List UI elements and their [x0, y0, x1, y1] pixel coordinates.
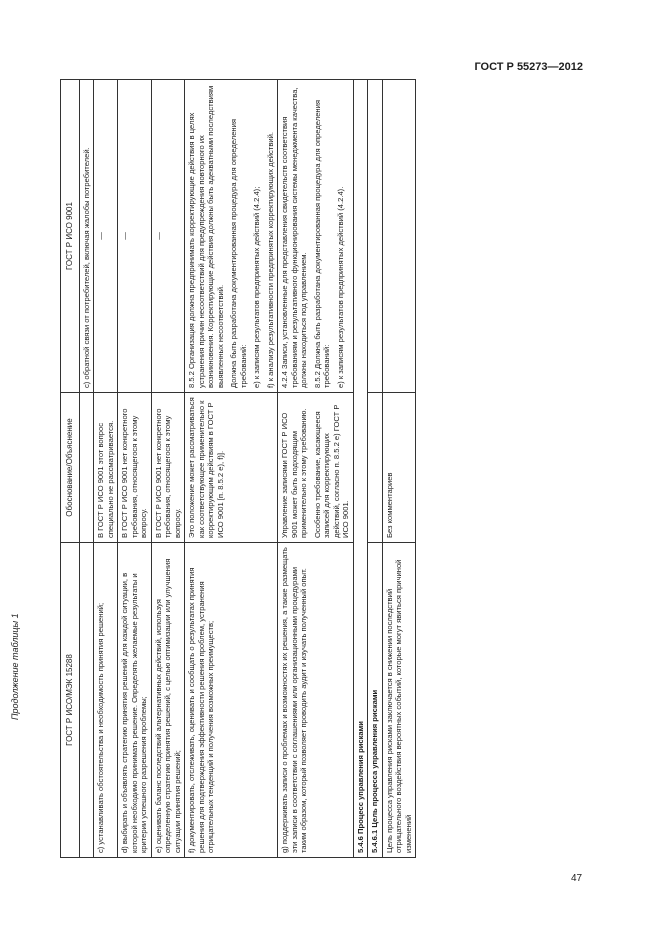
table-row	[94, 80, 118, 858]
table-row	[382, 80, 415, 858]
column-header-15288: ГОСТ Р ИСО/МЭК 15288	[61, 543, 80, 858]
cell-9001	[382, 80, 415, 393]
table-row	[185, 80, 278, 858]
cell-rationale	[80, 393, 94, 543]
cell-rationale	[278, 393, 353, 543]
section-row	[353, 80, 367, 858]
cell-15288: c) устанавливать обстоятельства и необходимость принятия решений;	[94, 543, 118, 858]
table-row	[118, 80, 151, 858]
paragraph: Управление записями ГОСТ Р ИСО 9001 может быть подходящим применительно к этому требованию.	[280, 408, 309, 538]
paragraph: Должна быть разработана документированная процедура для определения требований:	[229, 119, 248, 388]
cell-9001: —	[151, 80, 184, 393]
cell-rationale	[368, 393, 382, 543]
cell-rationale: В ГОСТ Р ИСО 9001 нет конкретного требования, относящегося к этому вопросу.	[118, 393, 151, 543]
table-row	[80, 80, 94, 858]
paragraph: f) к анализу результативности предпринятых корректирующих действий.	[265, 132, 275, 388]
cell-15288: g) поддерживать записи о проблемах и возможностях их решения, а также размещать эти записи в соответствии с соглашениями или организационными процедурами таким образом, который позволяет проводить аудит и изучать полученный опыт.	[278, 543, 353, 858]
cell-rationale: В ГОСТ Р ИСО 9001 нет конкретного требования, относящегося к этому вопросу.	[151, 393, 184, 543]
cell-9001: —	[118, 80, 151, 393]
cell-rationale: В ГОСТ Р ИСО 9001 этот вопрос специально не рассматривается.	[94, 393, 118, 543]
paragraph: 8.5.2 Должна быть разработана документированная процедура для определения требований:	[312, 100, 332, 388]
cell-9001: —	[94, 80, 118, 393]
rotated-table-container	[60, 80, 604, 858]
table-row	[151, 80, 184, 858]
paragraph: e) к записям результатов предпринятых действий (4.2.4).	[335, 186, 345, 388]
paragraph: 8.5.2 Организация должна предпринимать корректирующие действия в целях устранения причин несоответствий для предупреждения повторного их возникновения. Корректирующие действия должны быть адекватными последствиям выявленных несоответствий.	[187, 85, 225, 388]
document-code: ГОСТ Р 55273—2012	[474, 61, 583, 73]
cell-15288	[80, 543, 94, 858]
cell-9001	[278, 80, 353, 393]
cell-15288: d) выбирать и объявлять стратегию принятия решений для каждой ситуации, в которой необходимо принимать решение. Определять желаемые результаты и критерии успешного разрешения проблемы;	[118, 543, 151, 858]
paragraph: e) к записям результатов предпринятых действий (4.2.4);	[252, 186, 262, 388]
cell-9001	[368, 80, 382, 393]
comparison-table	[60, 79, 416, 858]
page-number: 47	[571, 873, 583, 884]
section-title: 5.4.6 Процесс управления рисками	[353, 80, 367, 858]
table-header-row	[61, 80, 80, 858]
subsection-title: 5.4.6.1 Цель процесса управления рисками	[368, 543, 382, 858]
cell-rationale: Это положение может рассматриваться как соответствующее применительно к корректирующим действиям в ГОСТ Р ИСО 9001 [п. 8.5.2 e), f)].	[185, 393, 278, 543]
table-caption: Продолжение таблицы 1	[10, 613, 20, 720]
cell-rationale: Без комментариев	[382, 393, 415, 543]
paragraph: Особенно требование, касающееся записей для корректирующих действий, согласно п. 8.5.2 e) ГОСТ Р ИСО 9001.	[312, 404, 351, 538]
column-header-9001: ГОСТ Р ИСО 9001	[61, 80, 80, 393]
table-row	[278, 80, 353, 858]
column-header-rationale: Обоснование/Объяснение	[61, 393, 80, 543]
cell-15288: Цель процесса управления рисками заключается в снижении последствий отрицательного воздействия вероятных событий, которые могут явиться причиной изменений	[382, 543, 415, 858]
cell-15288: e) оценивать баланс последствий альтернативных действий, используя определенную стратегию принятия решений, с целью оптимизации или улучшения ситуации принятия решений;	[151, 543, 184, 858]
cell-15288: f) документировать, отслеживать, оценивать и сообщать о результатах принятия решения для подтверждения эффективности решения проблем, устранения отрицательных тенденций и получения возможных преимуществ;	[185, 543, 278, 858]
cell-9001	[185, 80, 278, 393]
subsection-row	[368, 80, 382, 858]
paragraph: 4.2.4 Записи, установленные для представления свидетельств соответствия требованиям и результативного функционирования системы менеджмента качества, должны находиться под управлением.	[280, 87, 309, 388]
cell-9001: c) обратной связи от потребителей, включая жалобы потребителей.	[80, 80, 94, 393]
